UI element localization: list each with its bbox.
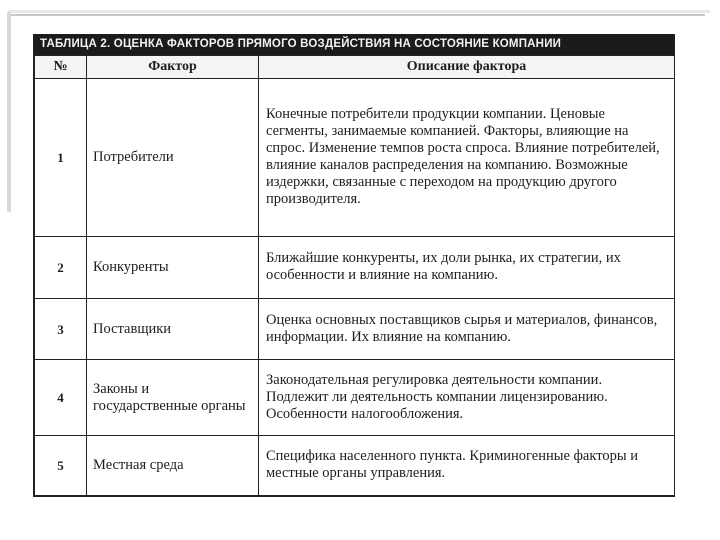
row-description: Оценка основных поставщиков сырья и материалов, финансов, информации. Их влияние на компанию. <box>259 299 675 360</box>
row-number: 4 <box>35 360 87 436</box>
row-number: 1 <box>35 79 87 237</box>
table-row <box>35 436 675 496</box>
factor-table <box>34 55 675 496</box>
table-row <box>35 299 675 360</box>
table-row <box>35 79 675 237</box>
row-description: Специфика населенного пункта. Криминогенные факторы и местные органы управления. <box>259 436 675 496</box>
table-header-row <box>35 56 675 79</box>
row-factor: Местная среда <box>87 436 259 496</box>
row-factor: Законы и государственные органы <box>87 360 259 436</box>
row-factor: Поставщики <box>87 299 259 360</box>
row-factor: Потребители <box>87 79 259 237</box>
row-number: 5 <box>35 436 87 496</box>
row-factor: Конкуренты <box>87 237 259 299</box>
row-description: Конечные потребители продукции компании. Ценовые сегменты, занимаемые компанией. Факторы, влияющие на спрос. Изменение темпов роста спроса. Влияние потребителей, влияние каналов распределения на компанию. Возможные издержки, связанные с переходом на продукцию другого производителя. <box>259 79 675 237</box>
slide-top-rule <box>11 14 705 16</box>
table-title: ТАБЛИЦА 2. ОЦЕНКА ФАКТОРОВ ПРЯМОГО ВОЗДЕЙСТВИЯ НА СОСТОЯНИЕ КОМПАНИИ <box>34 34 674 55</box>
row-description: Ближайшие конкуренты, их доли рынка, их стратегии, их особенности и влияние на компанию. <box>259 237 675 299</box>
column-header-factor: Фактор <box>87 56 259 79</box>
row-description: Законодательная регулировка деятельности компании. Подлежит ли деятельность компании лицензированию. Особенности налогообложения. <box>259 360 675 436</box>
factor-table-document <box>33 34 675 497</box>
slide-top-border <box>8 10 710 13</box>
column-header-number: № <box>35 56 87 79</box>
slide-left-border <box>7 12 11 212</box>
column-header-description: Описание фактора <box>259 56 675 79</box>
table-row <box>35 237 675 299</box>
row-number: 3 <box>35 299 87 360</box>
row-number: 2 <box>35 237 87 299</box>
table-row <box>35 360 675 436</box>
